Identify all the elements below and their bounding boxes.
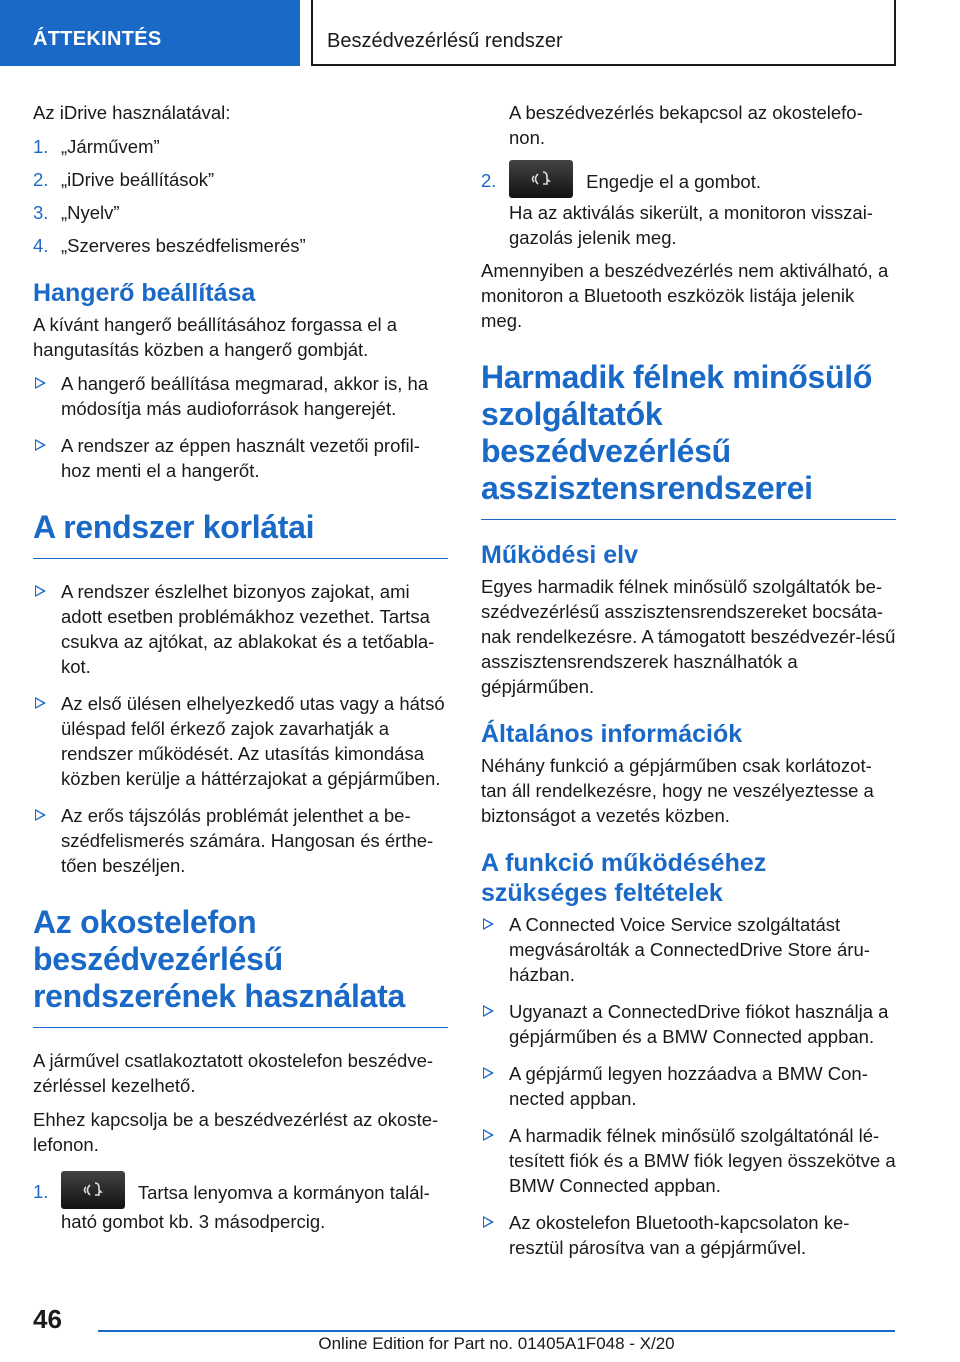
- list-item: Ugyanazt a ConnectedDrive fiókot használja a gépjárműben és a BMW Connected appban.: [481, 999, 896, 1049]
- list-item: A gépjármű legyen hozzáadva a BMW Con-nected appban.: [481, 1061, 896, 1111]
- chapter-title: Beszédvezérlésű rendszer: [311, 0, 896, 66]
- list-item: 1. „Járművem”: [33, 136, 160, 157]
- requirements-heading: A funkció működéséhez szükséges feltételek: [481, 849, 767, 907]
- list-item: 1. Tartsa lenyomva a kormányon talál-ható gombot kb. 3 másodpercig.: [33, 1179, 448, 1234]
- volume-text: A kívánt hangerő beállításához forgassa el a hangutasítás közben a hangerő gombját.: [33, 314, 398, 360]
- list-item: A harmadik félnek minősülő szolgáltatónál lé-tesített fiók és a BMW fiók legyen összekötve a BMW Connected appban.: [481, 1123, 896, 1198]
- bullet-triangle-icon: [35, 439, 46, 451]
- phone-text-2: Ehhez kapcsolja be a beszédvezérlést az okoste-lefonon.: [33, 1109, 439, 1155]
- right-column: [481, 100, 896, 1274]
- edition-info: Online Edition for Part no. 01405A1F048 - X/20: [318, 1334, 675, 1353]
- bullet-triangle-icon: [483, 1129, 494, 1141]
- list-item: Az erős tájszólás problémát jelenthet a be-szédfelismerés számára. Hangosan és érthe-tően beszéljen.: [33, 803, 448, 878]
- list-item: 4. „Szerveres beszédfelismerés”: [33, 235, 306, 256]
- list-item: Az első ülésen elhelyezkedő utas vagy a hátsó üléspad felől érkező zajok zavarhatják a rendszer működését. Az utasítás kimondása közben kerülje a háttérzajokat a gépjárműben.: [33, 691, 448, 791]
- bullet-triangle-icon: [35, 377, 46, 389]
- volume-heading: Hangerő beállítása: [33, 279, 256, 307]
- list-item: Az okostelefon Bluetooth-kapcsolaton ke-resztül párosítva van a gépjárművel.: [481, 1210, 896, 1260]
- phone-heading: Az okostelefon beszédvezérlésű rendszerének használata: [33, 904, 448, 1028]
- requirements-bullets: [481, 912, 896, 1260]
- list-item: A hangerő beállítása megmarad, akkor is, ha módosítja más audioforrások hangerejét.: [33, 371, 448, 421]
- general-text: Néhány funkció a gépjárműben csak korlátozot-tan áll rendelkezésre, hogy ne veszélyeztesse a biztonságot a vezetés közben.: [481, 755, 874, 826]
- limits-heading: A rendszer korlátai: [33, 509, 448, 559]
- idrive-intro: Az iDrive használatával:: [33, 102, 231, 123]
- page-number: 46: [33, 1304, 62, 1334]
- principle-text: Egyes harmadik félnek minősülő szolgáltatók be-szédvezérlésű asszisztensrendszereket bocsáta-nak rendelkezésre. A támogatott beszédvezér-lésű asszisztensrendszerek használhatók a gépjárműben.: [481, 576, 896, 697]
- step1-continuation: A beszédvezérlés bekapcsol az okostelefo-non.: [509, 102, 863, 148]
- bullet-triangle-icon: [483, 918, 494, 930]
- limits-bullets: [33, 579, 448, 878]
- steering-voice-button-icon: [509, 160, 573, 198]
- bullet-triangle-icon: [483, 1216, 494, 1228]
- phone-text-1: A járművel csatlakoztatott okostelefon beszédve-zérléssel kezelhető.: [33, 1050, 434, 1096]
- list-item: 2. Engedje el a gombot. Ha az aktiválás sikerült, a monitoron visszai-gazolás jelenik meg.: [481, 168, 896, 250]
- list-item: 2. „iDrive beállítások”: [33, 169, 215, 190]
- general-heading: Általános információk: [481, 720, 743, 748]
- list-item: A rendszer észlelhet bizonyos zajokat, ami adott esetben problémákhoz vezethet. Tartsa csukva az ajtókat, az ablakokat és a tetőabla-kot.: [33, 579, 448, 679]
- idrive-steps: [33, 134, 448, 258]
- bullet-triangle-icon: [35, 809, 46, 821]
- list-item: 3. „Nyelv”: [33, 202, 120, 223]
- fail-text: Amennyiben a beszédvezérlés nem aktiválható, a monitoron a Bluetooth eszközök listája jelenik meg.: [481, 260, 889, 331]
- page-footer: [0, 1290, 960, 1362]
- principle-heading: Működési elv: [481, 541, 638, 569]
- page-header: [0, 0, 960, 66]
- section-tab: ÁTTEKINTÉS: [0, 0, 300, 66]
- bullet-triangle-icon: [35, 697, 46, 709]
- footer-divider: [98, 1330, 895, 1332]
- third-party-heading: Harmadik félnek minősülő szolgáltatók beszédvezérlésű asszisztensrendszerei: [481, 359, 896, 520]
- bullet-triangle-icon: [483, 1067, 494, 1079]
- bullet-triangle-icon: [35, 585, 46, 597]
- list-item: A Connected Voice Service szolgáltatást megvásárolták a ConnectedDrive Store áru-házban.: [481, 912, 896, 987]
- volume-bullets: [33, 371, 448, 483]
- bullet-triangle-icon: [483, 1005, 494, 1017]
- list-item: A rendszer az éppen használt vezetői profil-hoz menti el a hangerőt.: [33, 433, 448, 483]
- left-column: [33, 100, 448, 1242]
- steering-voice-button-icon: [61, 1171, 125, 1209]
